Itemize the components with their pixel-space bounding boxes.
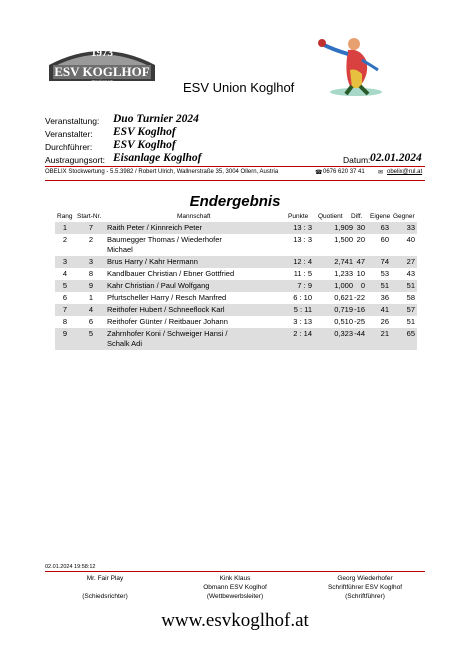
cell-quotient: 1,000 (334, 281, 353, 290)
header-start: Start-Nr. (77, 213, 102, 220)
header-gegner: Gegner (393, 213, 415, 220)
cell-quotient: 0,510 (334, 317, 353, 326)
veranstaltung-value: Duo Turnier 2024 (113, 113, 199, 125)
obelix-info (45, 169, 425, 179)
cell-team: Baumegger Thomas / Wiederhofer Michael (107, 235, 222, 254)
signature-schriftfuehrer (305, 574, 425, 601)
cell-diff: -44 (354, 329, 365, 338)
header-team: Mannschaft (177, 213, 211, 220)
header-punkte: Punkte (288, 213, 309, 220)
cell-start: 6 (88, 317, 94, 326)
cell-punkte: 3 : 13 (293, 317, 312, 326)
cell-gegner: 51 (406, 317, 415, 326)
cell-rang: 3 (62, 257, 68, 266)
table-row (55, 256, 417, 268)
cell-punkte: 2 : 14 (293, 329, 312, 338)
cell-gegner: 65 (406, 329, 415, 338)
table-row (55, 328, 417, 350)
sig2-name: Kink Klaus (219, 575, 251, 582)
cell-start: 8 (88, 269, 94, 278)
cell-team: Kandlbauer Christian / Ebner Gottfried (107, 269, 235, 278)
signature-wettbewerbsleiter (175, 574, 295, 601)
cell-punkte: 7 : 9 (297, 281, 312, 290)
cell-diff: -25 (354, 317, 365, 326)
cell-quotient: 0,323 (334, 329, 353, 338)
header-eigene: Eigene (370, 213, 391, 220)
cell-rang: 9 (62, 329, 68, 338)
cell-punkte: 13 : 3 (293, 223, 312, 232)
cell-diff: 0 (360, 281, 365, 290)
results-title: Endergebnis (189, 193, 281, 210)
cell-diff: -22 (354, 293, 365, 302)
sig2-title: Obmann ESV Koglhof (203, 584, 267, 591)
cell-gegner: 33 (406, 223, 415, 232)
cell-rang: 5 (62, 281, 68, 290)
cell-diff: 30 (356, 223, 365, 232)
cell-diff: -16 (354, 305, 365, 314)
table-row (55, 234, 417, 256)
cell-start: 3 (88, 257, 94, 266)
cell-rang: 6 (62, 293, 68, 302)
sig3-name: Georg Wiederhofer (337, 575, 393, 582)
table-row (55, 316, 417, 328)
header-rang: Rang (57, 213, 73, 220)
cell-quotient: 1,500 (334, 235, 353, 244)
header-divider (45, 166, 425, 167)
datum-value: 02.01.2024 (370, 152, 422, 164)
cell-quotient: 0,719 (334, 305, 353, 314)
durchfuehrer-label: Durchführer: (45, 142, 93, 152)
sig3-role: (Schriftführer) (345, 593, 385, 600)
cell-eigene: 60 (380, 235, 389, 244)
cell-rang: 1 (62, 223, 68, 232)
table-row (55, 268, 417, 280)
cell-gegner: 40 (406, 235, 415, 244)
cell-quotient: 1,909 (334, 223, 353, 232)
cell-diff: 20 (356, 235, 365, 244)
obelix-phone: 0676 620 37 41 (323, 169, 365, 175)
cell-gegner: 43 (406, 269, 415, 278)
cell-eigene: 21 (380, 329, 389, 338)
cell-team: Brus Harry / Kahr Hermann (107, 257, 198, 266)
cell-start: 9 (88, 281, 94, 290)
sig1-name: Mr. Fair Play (86, 575, 124, 582)
info-divider (45, 180, 425, 181)
obelix-text: OBELIX Stockwertung - 5.5.3982 / Robert Ulrich, Wallnerstraße 35, 3004 Ollern, Austria (45, 169, 279, 175)
club-logo (47, 41, 157, 85)
cell-team: Reithofer Günter / Reitbauer Johann (107, 317, 228, 326)
cell-rang: 2 (62, 235, 68, 244)
cell-punkte: 13 : 3 (293, 235, 312, 244)
durchfuehrer-value: ESV Koglhof (113, 139, 176, 151)
cell-team: Raith Peter / Kinnreich Peter (107, 223, 203, 232)
table-row (55, 222, 417, 234)
cell-gegner: 57 (406, 305, 415, 314)
datum-label: Datum: (343, 155, 371, 165)
cell-eigene: 53 (380, 269, 389, 278)
cell-punkte: 12 : 4 (293, 257, 312, 266)
header-quotient: Quotient (318, 213, 343, 220)
cell-rang: 7 (62, 305, 68, 314)
table-row (55, 304, 417, 316)
table-row (55, 280, 417, 292)
sig3-title: Schriftführer ESV Koglhof (327, 584, 403, 591)
obelix-email[interactable]: obelix@rul.at (387, 169, 423, 175)
logo-year: 1973 (91, 47, 113, 59)
cell-rang: 8 (62, 317, 68, 326)
logo-name: ESV KOGLHOF (54, 64, 150, 79)
website-url[interactable]: www.esvkoglhof.at (161, 610, 309, 631)
sig1-role: (Schiedsrichter) (82, 593, 128, 600)
table-row (55, 292, 417, 304)
cell-eigene: 26 (380, 317, 389, 326)
cell-eigene: 51 (380, 281, 389, 290)
cell-gegner: 27 (406, 257, 415, 266)
phone-icon: ☎ (315, 170, 323, 176)
cell-start: 1 (88, 293, 94, 302)
cell-team: Kahr Christian / Paul Wolfgang (107, 281, 210, 290)
cell-gegner: 58 (406, 293, 415, 302)
cell-eigene: 41 (380, 305, 389, 314)
veranstaltung-label: Veranstaltung: (45, 116, 100, 126)
cell-start: 4 (88, 305, 94, 314)
cell-quotient: 1,233 (334, 269, 353, 278)
cell-eigene: 74 (380, 257, 389, 266)
cell-team: Zahrnhofer Koni / Schweiger Hansi / Schalk Adi (107, 329, 228, 348)
logo-sub: Stocksport (91, 79, 113, 84)
curling-player-illustration (312, 30, 392, 98)
cell-punkte: 11 : 5 (293, 269, 312, 278)
signature-schiedsrichter (45, 574, 165, 601)
cell-quotient: 2,741 (334, 257, 353, 266)
veranstalter-value: ESV Koglhof (113, 126, 176, 138)
cell-punkte: 6 : 10 (293, 293, 312, 302)
cell-diff: 10 (356, 269, 365, 278)
cell-punkte: 5 : 11 (293, 305, 312, 314)
cell-team: Reithofer Hubert / Schneeflock Karl (107, 305, 225, 314)
veranstalter-label: Veranstalter: (45, 129, 93, 139)
cell-diff: 47 (356, 257, 365, 266)
austragungsort-value: Eisanlage Koglhof (113, 152, 202, 164)
cell-rang: 4 (62, 269, 68, 278)
cell-start: 5 (88, 329, 94, 338)
mail-icon: ✉ (378, 170, 384, 176)
header-diff: Diff. (351, 213, 363, 220)
cell-quotient: 0,621 (334, 293, 353, 302)
table-header (55, 213, 417, 222)
austragungsort-label: Austragungsort: (45, 155, 106, 165)
cell-start: 2 (88, 235, 94, 244)
sig2-role: (Wettbewerbsleiter) (206, 593, 264, 600)
cell-eigene: 36 (380, 293, 389, 302)
cell-team: Pfurtscheller Harry / Resch Manfred (107, 293, 227, 302)
cell-gegner: 51 (406, 281, 415, 290)
cell-start: 7 (88, 223, 94, 232)
print-timestamp: 02.01.2024 19:58:12 (45, 564, 96, 570)
results-table (55, 213, 417, 350)
club-title: ESV Union Koglhof (183, 80, 295, 95)
cell-eigene: 63 (380, 223, 389, 232)
footer-divider (45, 571, 425, 572)
